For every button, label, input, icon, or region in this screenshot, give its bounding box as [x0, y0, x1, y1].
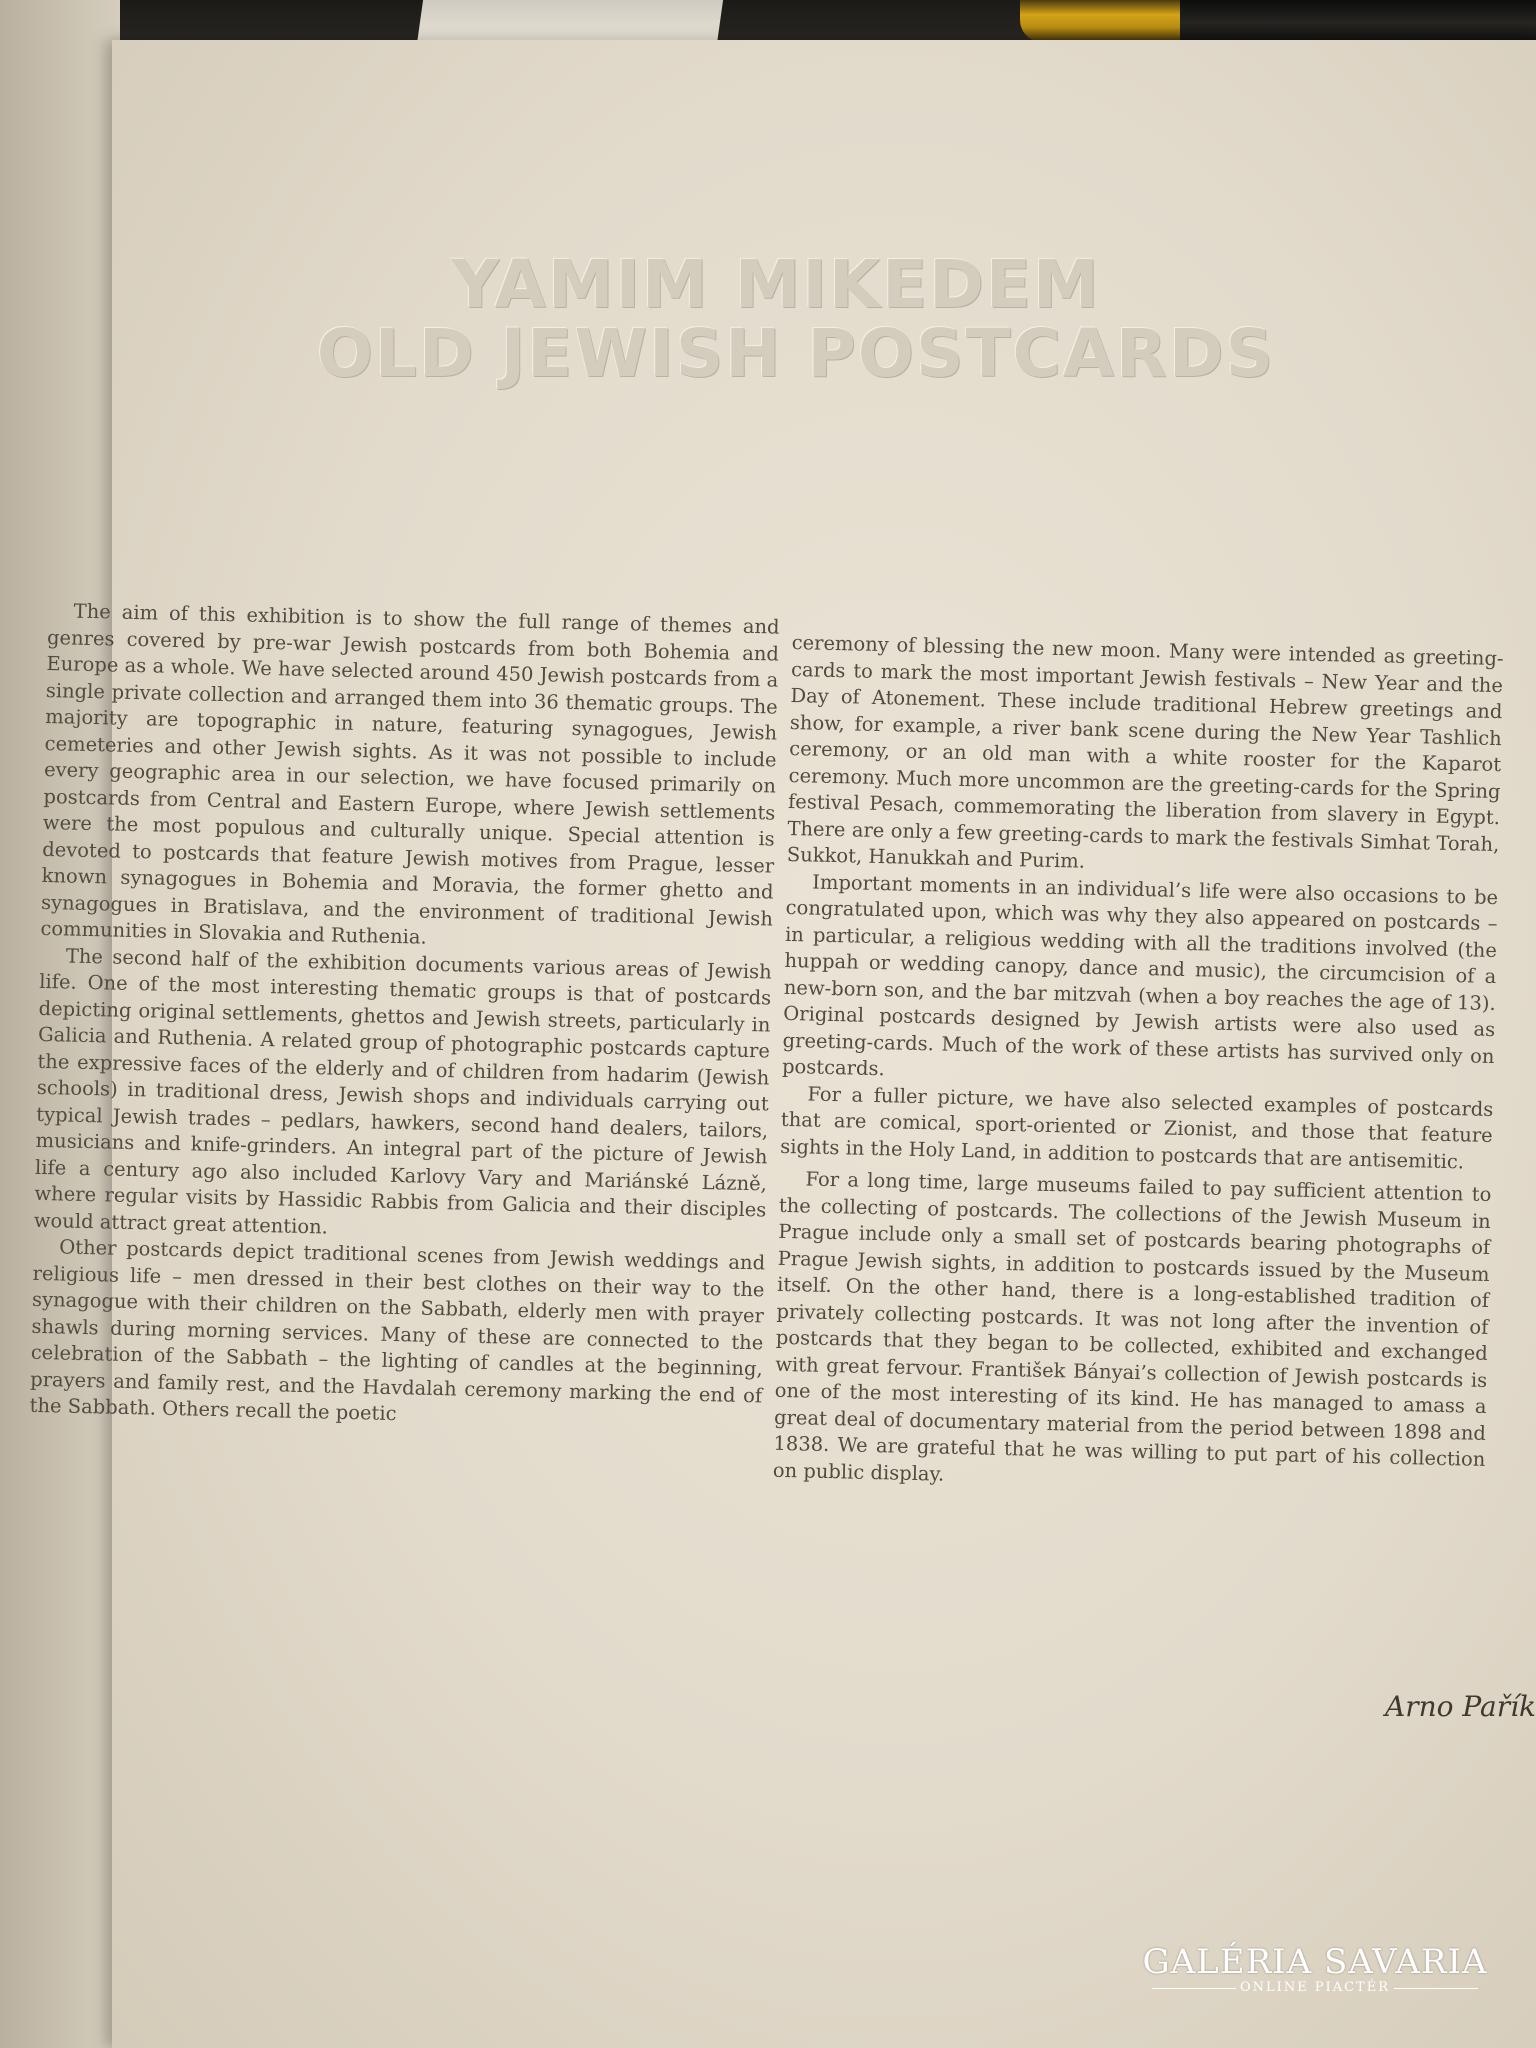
title-line-2: OLD JEWISH POSTCARDS — [316, 315, 1276, 393]
paragraph: Other postcards depict traditional scenes from Jewish weddings and religious life – men dressed in their best clothes on their way to the synagogue with their children on the Sabbath, elderly men with prayer shawls during morning services. Many of these are connected to the celebration of the Sabbath – the lighting of candles at the beginning, prayers and family rest, and the Havdalah ceremony marking the end of the Sabbath. Others recall the poetic — [29, 1235, 766, 1426]
paragraph: Important moments in an individual’s life were also occasions to be congratulated upon, which was why they also appeared on postcards – in particular, a religious wedding with all the traditions involved (the huppah or wedding canopy, dance and music), the circumcision of a new-born son, and the bar mitzvah (when a boy reaches the age of 13). Original postcards designed by Jewish artists were also used as greeting-cards. Much of the work of these artists has survived only on postcards. — [781, 870, 1499, 1081]
paragraph: ceremony of blessing the new moon. Many were intended as greeting-cards to mark the most important Jewish festivals – New Year and the Day of Atonement. These include traditional Hebrew greetings and show, for example, a river bank scene during the New Year Tashlich ceremony, or an old man with a white rooster for the Kaparot ceremony. Much more uncommon are the greeting-cards for the Spring festival Pesach, commemorating the liberation from slavery in Egypt. There are only a few greeting-cards to mark the festivals Simhat Torah, Sukkot, Hanukkah and Purim. — [786, 630, 1504, 873]
paper-scrap — [417, 0, 723, 44]
page-title — [0, 246, 1536, 393]
watermark-logo — [1140, 1942, 1490, 1995]
paragraph: For a fuller picture, we have also selected examples of postcards that are comical, sport-oriented or Zionist, and those that feature sights in the Holy Land, in addition to postcards that are antisemitic. — [780, 1081, 1494, 1173]
paragraph: For a long time, large museums failed to pay sufficient attention to the collecting of postcards. The collections of the Jewish Museum in Prague include only a small set of postcards bearing photographs of Prague Jewish sights, in addition to postcards issued by the Museum itself. On the other hand, there is a long-established tradition of privately collecting postcards. It was not long after the invention of postcards that they began to be collected, exhibited and exchanged with great fervour. František Bányai’s collection of Jewish postcards is one of the most interesting of its kind. He has managed to amass a great deal of documentary material from the period between 1898 and 1838. We are grateful that he was willing to put part of his collection on public display. — [772, 1167, 1492, 1486]
paragraph: The aim of this exhibition is to show the full range of themes and genres covered by pre-war Jewish postcards from both Bohemia and Europe as a whole. We have selected around 450 Jewish postcards from a single private collection and arranged them into 36 thematic groups. The majority are topographic in nature, featuring synagogues, Jewish cemeteries and other Jewish sights. As it was not possible to include every geographic area in our selection, we have focused primarily on postcards from Central and Eastern Europe, where Jewish settlements were the most populous and culturally unique. Special attention is devoted to postcards that feature Jewish motives from Prague, lesser known synagogues in Bohemia and Moravia, the former ghetto and synagogues in Bratislava, and the environment of traditional Jewish communities in Slovakia and Ruthenia. — [40, 599, 780, 949]
author-signature: Arno Pařík — [1385, 1690, 1536, 1723]
watermark-main: GALÉRIA SAVARIA — [1142, 1942, 1488, 1982]
watermark-sub: ONLINE PIACTÉR — [1140, 1980, 1490, 1995]
title-line-1: YAMIM MIKEDEM — [451, 246, 1101, 323]
paragraph: The second half of the exhibition documents various areas of Jewish life. One of the most interesting thematic groups is that of postcards depicting original settlements, ghettos and Jewish streets, particularly in Galicia and Ruthenia. A related group of photographic postcards capture the expressive faces of the elderly and of children from hadarim (Jewish schools) in traditional dress, Jewish shops and individuals carrying out typical Jewish trades – pedlars, hawkers, second hand dealers, tailors, musicians and knife-grinders. An integral part of the picture of Jewish life a century ago also included Karlovy Vary and Mariánské Lázně, where regular visits by Hassidic Rabbis from Galicia and their disciples would attract great attention. — [33, 944, 772, 1239]
left-text-column — [29, 598, 779, 1436]
right-text-column — [773, 630, 1504, 1500]
